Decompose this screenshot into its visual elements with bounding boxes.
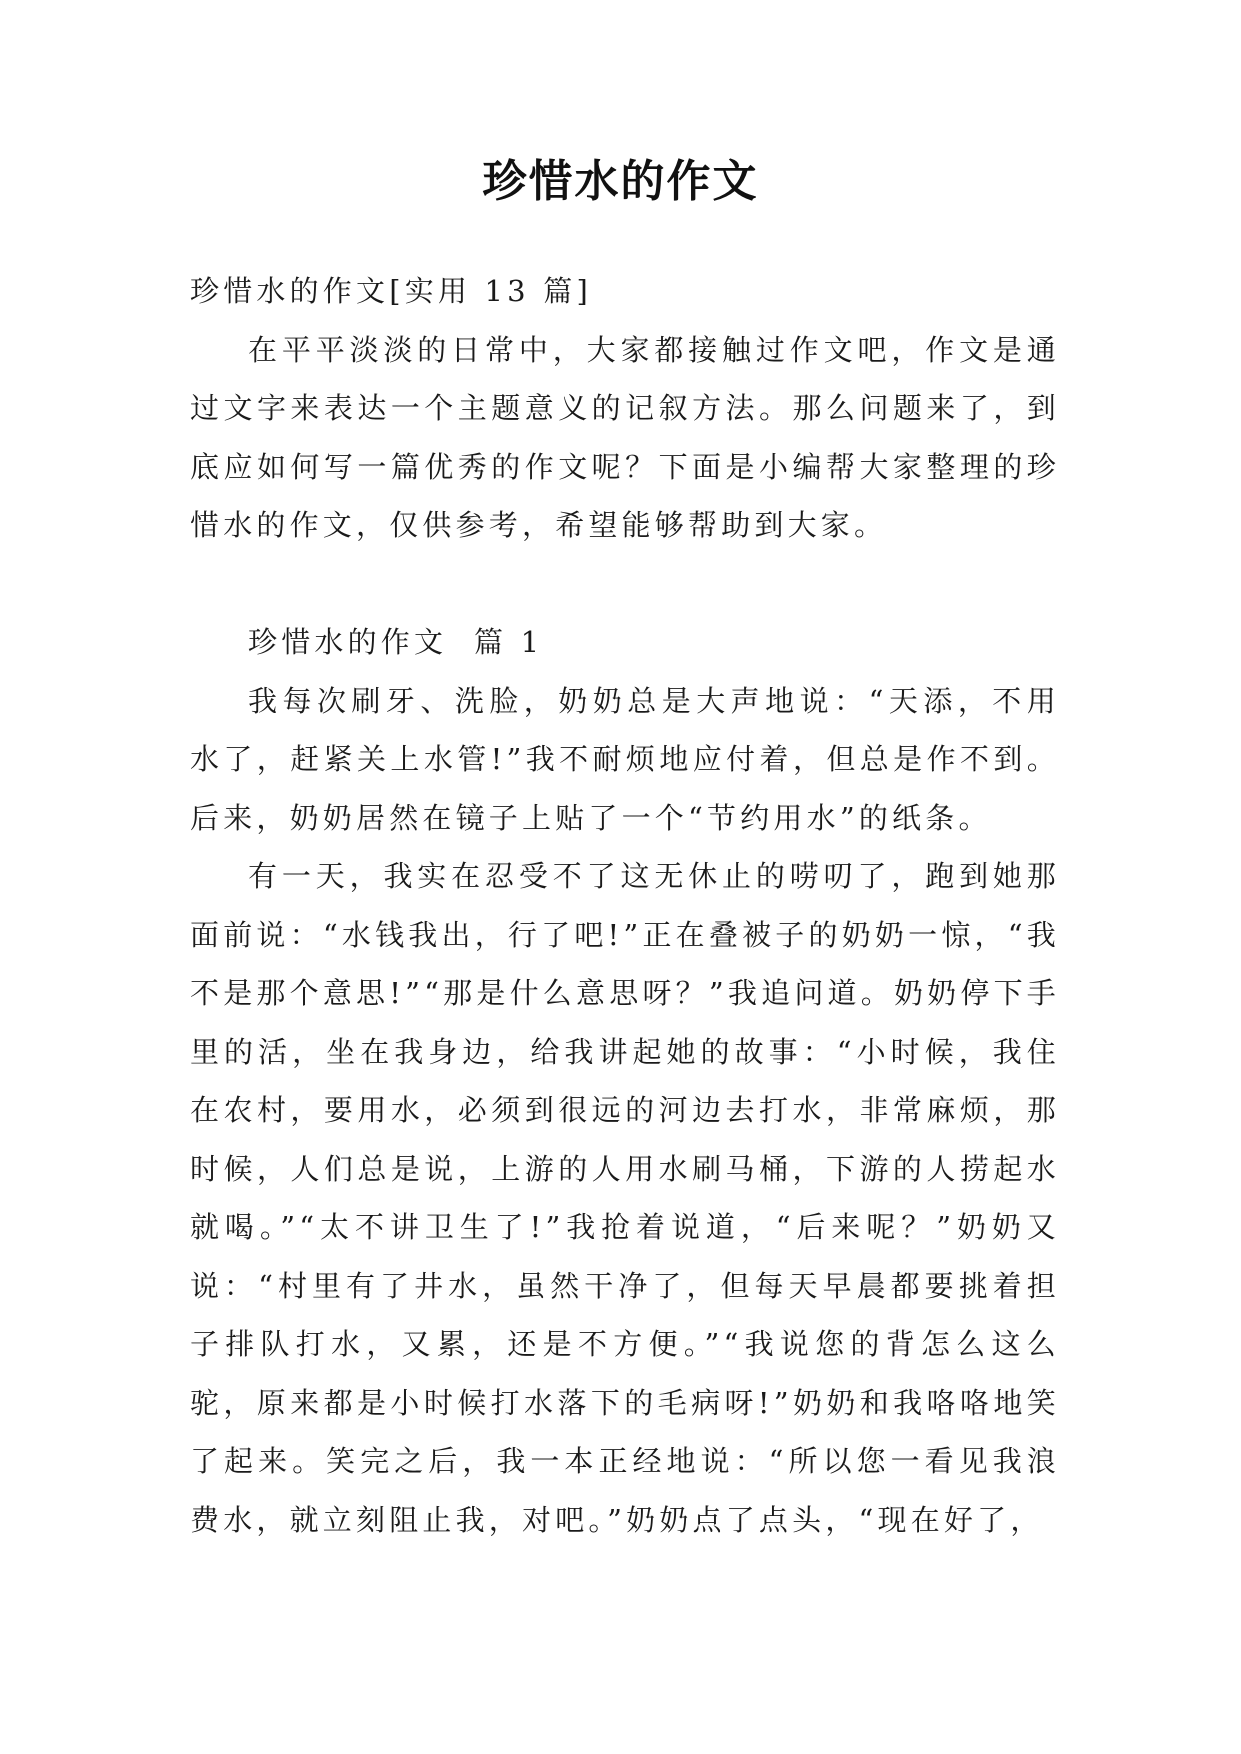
document-body xyxy=(190,262,1060,1549)
document-title: 珍惜水的作文 xyxy=(482,156,759,207)
paragraph-spacer xyxy=(190,555,1060,614)
section-heading: 珍惜水的作文 篇 1 xyxy=(248,625,544,659)
body-paragraph: 我每次刷牙、洗脸，奶奶总是大声地说：“天添，不用水了，赶紧关上水管!”我不耐烦地应付着，但总是作不到。后来，奶奶居然在镜子上贴了一个“节约用水”的纸条。 xyxy=(190,683,1060,835)
document-subtitle: 珍惜水的作文[实用 13 篇] xyxy=(190,274,592,308)
body-paragraph: 有一天，我实在忍受不了这无休止的唠叨了，跑到她那面前说：“水钱我出，行了吧!”正在叠被子的奶奶一惊，“我不是那个意思!”“那是什么意思呀？”我追问道。奶奶停下手里的活，坐在我身边，给我讲起她的故事：“小时候，我住在农村，要用水，必须到很远的河边去打水，非常麻烦，那时候，人们总是说，上游的人用水刷马桶，下游的人捞起水就喝。”“太不讲卫生了!”我抢着说道，“后来呢？”奶奶又说：“村里有了井水，虽然干净了，但每天早晨都要挑着担子排队打水，又累，还是不方便。”“我说您的背怎么这么驼，原来都是小时候打水落下的毛病呀!”奶奶和我咯咯地笑了起来。笑完之后，我一本正经地说：“所以您一看见我浪费水，就立刻阻止我，对吧。”奶奶点了点头，“现在好了， xyxy=(190,859,1060,1537)
intro-paragraph: 在平平淡淡的日常中，大家都接触过作文吧，作文是通过文字来表达一个主题意义的记叙方法。那么问题来了，到底应如何写一篇优秀的作文呢？下面是小编帮大家整理的珍惜水的作文，仅供参考，希望能够帮助到大家。 xyxy=(190,332,1060,542)
